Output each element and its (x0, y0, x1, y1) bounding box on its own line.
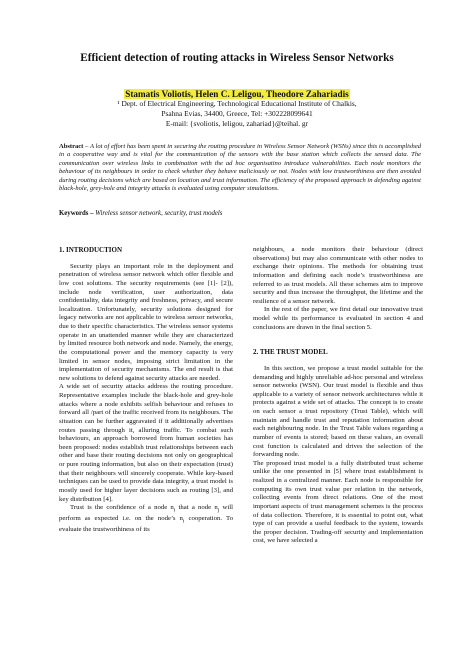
paragraph: The proposed trust model is a fully distributed trust scheme unlike the one presented in [5] where trust establishment is realized in a centralized manner. Each node is responsible for computing its own trust value per relation in the network, collecting events from direct relations. One of the most important aspects of trust management schemes is the process of data collection. Therefore, it is essential to point out, what type of can provide a useful feedback to the system, towards the proper decision. Trading-off security and implementation cost, we have selected a (253, 459, 423, 545)
affiliation-line: ¹ Dept. of Electrical Engineering, Technological Educational Institute of Chalkis, (117, 99, 357, 108)
paper-title: Efficient detection of routing attacks in Wireless Sensor Networks (80, 52, 394, 64)
paragraph: A wide set of security attacks address the routing procedure. Representative examples include the black-hole and grey-hole attacks where a node exhibits selfish behaviour and refuses to forward all /part of the traffic received from its neighbours. The situation can be further aggravated if it additionally advertises routes passing through it, alluring traffic. To combat such behaviours, an approach borrowed from human societies has been proposed: nodes establish trust relationships between each other and base their routing decisions not only on geographical or pure routing information, but also on their expectation (trust) that their neighbours will sincerely cooperate. While key-based techniques can be used to provide data integrity, a trust model is mostly used for higher layer decisions such as routing [3], and key distribution [4]. (59, 383, 233, 503)
author-names: Stamatis Voliotis, Helen C. Leligou, Theodore Zahariadis (125, 89, 349, 99)
abstract-label: Abstract (59, 143, 84, 150)
keywords-text: Wireless sensor network, security, trust models (95, 210, 223, 217)
paragraph: Security plays an important role in the deployment and penetration of wireless sensor network which offer flexible and low cost solutions. The security requirements (see [1]- [2]), include node verification, user authorization, data confidentiality, data integrity and freshness, privacy, and secure localization. Unfortunately, security solutions designed for legacy networks are not applicable to wireless sensor networks, due to their specific characteristics. The wireless sensor systems operate in an unattended manner while they are characterized by limited resource both network and node. Namely, the energy, the computational power and the memory capacity is very limited in sensor nodes, imposing strict limitation in the implementation of security mechanisms. The end result is that new solutions to defend against security attacks are needed. (59, 262, 233, 382)
paragraph: Trust is the confidence of a node $n_i$ that a node $n_j$ will perform as expected i.e. on the node’s $n_i$ cooperation. To evaluate the trustworthiness of its (59, 504, 233, 534)
keywords (59, 210, 421, 217)
contact-email: E-mail: {svoliotis, leligou, zahariad}@teihal. gr (165, 118, 309, 128)
paragraph: In the rest of the paper, we first detail our innovative trust model while its performance is evaluated in section 4 and conclusions are drawn in the final section 5. (253, 306, 423, 331)
paragraph: In this section, we propose a trust model suitable for the demanding and highly unreliable ad-hoc personal and wireless sensor networks (WSN). Our trust model is flexible and thus applicable to a variety of sensor network architectures while it protects against a wide set of attacks. The concept is to create on each sensor a trust repository (Trust Table), which will maintain and handle trust and reputation information about each neighbouring node. In the Trust Table values regarding a number of events is stored; based on these values, an overall cost function is calculated and drives the selection of the forwarding node. (253, 364, 423, 459)
left-column (59, 246, 233, 535)
keywords-label: Keywords – (59, 210, 96, 217)
affiliation-line: Psahna Evias, 34400, Greece, Tel: +302228099641 (161, 108, 313, 118)
affiliation-block (0, 99, 474, 128)
author-list (0, 89, 474, 99)
section-heading-trust-model: 2. THE TRUST MODEL (253, 348, 328, 357)
abstract (59, 143, 421, 193)
section-heading-introduction: 1. INTRODUCTION (59, 246, 123, 254)
paragraph: neighbours, a node monitors their behaviour (direct observations) but may also communicate with other nodes to exchange their opinions. The methods for obtaining trust information and defining each node’s trustworthiness are referred to as trust models. All these schemes aim to improve security and thus increase the throughput, the lifetime and the resilience of a sensor network. (253, 246, 423, 305)
abstract-text: – A lot of effort has been spent in securing the routing procedure in Wireless Sensor Network (WSNs) since this is accomplished in a cooperative way and is vital for the communication of the sensors with the base station which collects the sensed data. The communication over wireless links in combination with the ad hoc organisatino introduce vulnerabilities. Each node monitors the behaviour of its neighbours in order to check whether they behave maliciously or not. Nodes with low trustworthiness are then avoided during routing decisions which are based on location and trust information. The efficiency of the proposed approach in defending against black-hole, grey-hole and integrity attacks is evaluated using computer simulations. (59, 143, 421, 193)
right-column (253, 246, 423, 546)
